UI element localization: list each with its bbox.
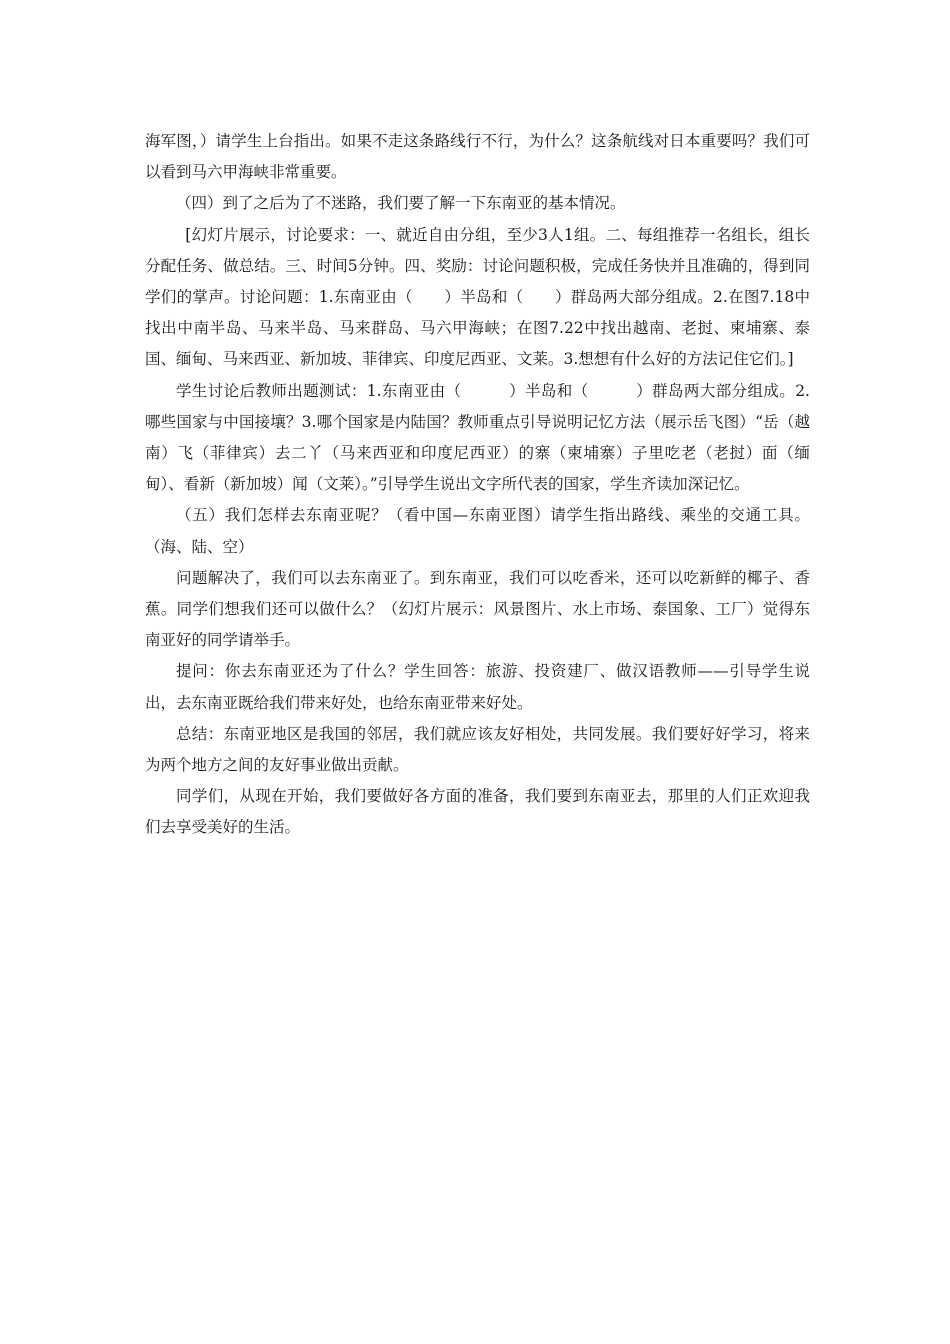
paragraph-section-five: （五）我们怎样去东南亚呢？（看中国—东南亚图）请学生指出路线、乘坐的交通工具。（海、陆、空） bbox=[145, 506, 810, 556]
document-body bbox=[145, 126, 810, 844]
paragraph-question: 提问：你去东南亚还为了什么？学生回答：旅游、投资建厂、做汉语教师——引导学生说出，去东南亚既给我们带来好处，也给东南亚带来好处。 bbox=[145, 662, 810, 712]
paragraph-continuation: 海军图，）请学生上台指出。如果不走这条路线行不行，为什么？这条航线对日本重要吗？我们可以看到马六甲海峡非常重要。 bbox=[145, 132, 810, 182]
paragraph-problem-solved: 问题解决了，我们可以去东南亚了。到东南亚，我们可以吃香米，还可以吃新鲜的椰子、香蕉。同学们想我们还可以做什么？（幻灯片展示：风景图片、水上市场、泰国象、工厂）觉得东南亚好的同学请举手。 bbox=[145, 568, 810, 650]
paragraph-slide-discussion: [幻灯片展示，讨论要求：一、就近自由分组，至少3人1组。二、每组推荐一名组长，组长分配任务、做总结。三、时间5分钟。四、奖励：讨论问题积极，完成任务快并且准确的，得到同学们的掌声。讨论问题：1.东南亚由（ ）半岛和（ ）群岛两大部分组成。2.在图7.18中找出中南半岛、马来半岛、马来群岛、马六甲海峡；在图7.22中找出越南、老挝、柬埔寨、泰国、缅甸、马来西亚、新加坡、菲律宾、印度尼西亚、文莱。3.想想有什么好的方法记住它们。] bbox=[145, 225, 810, 369]
paragraph-teacher-test: 学生讨论后教师出题测试：1.东南亚由（ ）半岛和（ ）群岛两大部分组成。2.哪些国家与中国接壤？3.哪个国家是内陆国？教师重点引导说明记忆方法（展示岳飞图）“岳（越南）飞（菲律宾）去二丫（马来西亚和印度尼西亚）的寨（柬埔寨）子里吃老（老挝）面（缅甸）、看新（新加坡）闻（文莱）。”引导学生说出文字所代表的国家，学生齐读加深记忆。 bbox=[145, 381, 810, 494]
paragraph-summary: 总结：东南亚地区是我国的邻居，我们就应该友好相处，共同发展。我们要好好学习，将来为两个地方之间的友好事业做出贡献。 bbox=[145, 724, 810, 775]
paragraph-section-four: （四）到了之后为了不迷路，我们要了解一下东南亚的基本情况。 bbox=[176, 194, 626, 213]
paragraph-closing: 同学们，从现在开始，我们要做好各方面的准备，我们要到东南亚去，那里的人们正欢迎我们去享受美好的生活。 bbox=[145, 787, 810, 837]
